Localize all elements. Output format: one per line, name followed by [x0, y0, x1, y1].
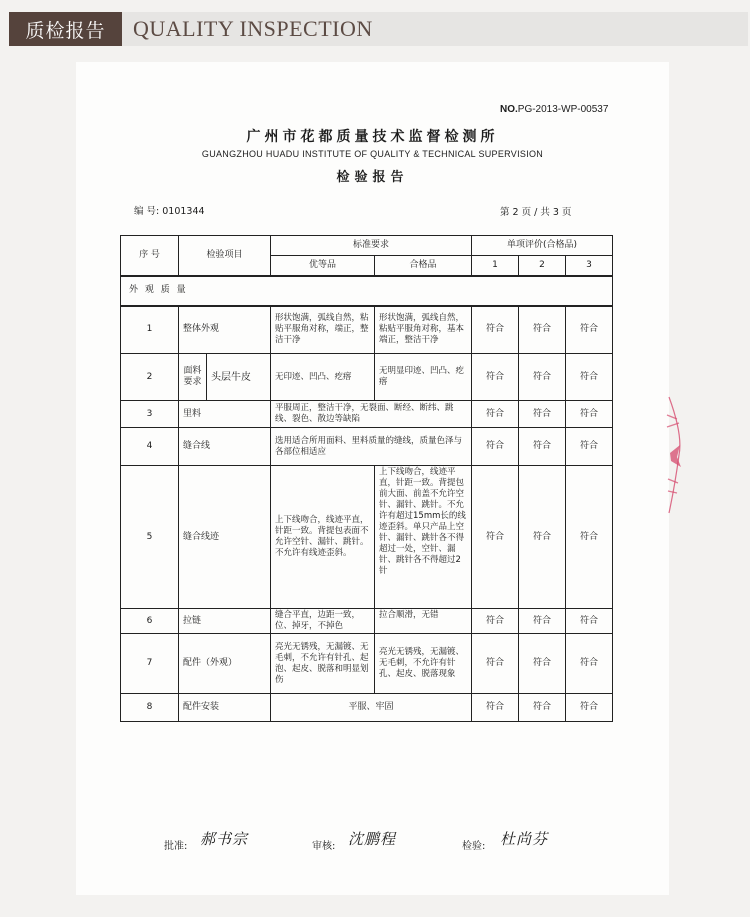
row-result-2: 符合 — [519, 609, 566, 634]
row-premium: 无印迹、凹凸、疙瘩 — [271, 354, 375, 401]
header-seq: 序 号 — [121, 236, 179, 276]
inspect-label: 检验: — [462, 841, 486, 852]
table-row — [121, 401, 613, 428]
header-eval-3: 3 — [566, 256, 613, 276]
row-item: 头层牛皮 — [207, 354, 271, 401]
institute-name-cn: 广州市花都质量技术监督检测所 — [246, 129, 499, 145]
banner-title-en: QUALITY INSPECTION — [122, 12, 748, 46]
row-result-1: 符合 — [472, 634, 519, 694]
row-item: 缝合线迹 — [179, 466, 271, 609]
row-result-2: 符合 — [519, 634, 566, 694]
row-result-1: 符合 — [472, 354, 519, 401]
row-result-3: 符合 — [566, 609, 613, 634]
row-result-1: 符合 — [472, 609, 519, 634]
row-result-3: 符合 — [566, 634, 613, 694]
table-row — [121, 354, 613, 401]
row-result-1: 符合 — [472, 306, 519, 354]
row-item: 配件（外观） — [179, 634, 271, 694]
row-item: 配件安装 — [179, 694, 271, 722]
header-eval-2: 2 — [519, 256, 566, 276]
report-number — [500, 104, 608, 115]
approve-signature: 郝书宗 — [200, 830, 249, 848]
row-result-2: 符合 — [519, 694, 566, 722]
table-row — [121, 694, 613, 722]
row-premium: 缝合平直，边距一致，位、掉牙，不掉色 — [271, 609, 375, 634]
review-signature: 沈鹏程 — [348, 830, 397, 848]
banner — [0, 0, 750, 56]
report-paper — [76, 62, 669, 895]
row-item: 拉链 — [179, 609, 271, 634]
inspect-signature: 杜尚芬 — [500, 830, 549, 848]
row-result-1: 符合 — [472, 428, 519, 466]
row-result-3: 符合 — [566, 401, 613, 428]
row-no: 3 — [121, 401, 179, 428]
table-row — [121, 428, 613, 466]
stamp-fragment — [665, 395, 685, 515]
row-standard: 平服、牢固 — [271, 694, 472, 722]
header-item: 检验项目 — [179, 236, 271, 276]
row-item-group: 面料要求 — [179, 354, 207, 401]
report-number-label: NO. — [500, 104, 518, 115]
table-row — [121, 634, 613, 694]
row-result-3: 符合 — [566, 306, 613, 354]
row-qualified: 上下线吻合，线迹平直，针距一致。背提包前大面、前盖不允许空针、漏针、跳针。不允许有超过15mm长的线迹歪斜。单只产品上空针、漏针、跳针各不得超过一处，空针、漏针、跳针各不得超过2针 — [375, 466, 472, 609]
header-eval-1: 1 — [472, 256, 519, 276]
row-standard: 选用适合所用面料、里料质量的缝线，质量色泽与各部位相适应 — [271, 428, 472, 466]
table-row — [121, 466, 613, 609]
row-item: 缝合线 — [179, 428, 271, 466]
approve-label: 批准: — [164, 841, 188, 852]
row-qualified: 亮光无锈残，无漏镀、无毛刺，不允许有针孔、起皮、脱落现象 — [375, 634, 472, 694]
row-result-2: 符合 — [519, 466, 566, 609]
section-appearance: 外 观 质 量 — [121, 276, 613, 306]
row-result-2: 符合 — [519, 428, 566, 466]
row-qualified: 形状饱满，弧线自然，粘贴平服角对称，基本端正，整洁干净 — [375, 306, 472, 354]
row-no: 4 — [121, 428, 179, 466]
row-premium: 形状饱满，弧线自然，粘贴平服角对称，端正，整洁干净 — [271, 306, 375, 354]
page-indicator: 第 2 页 / 共 3 页 — [500, 207, 572, 218]
serial-number: 编 号: 0101344 — [134, 206, 205, 217]
report-number-value: PG-2013-WP-00537 — [517, 104, 609, 115]
inspection-table — [120, 235, 613, 722]
row-premium: 亮光无锈残，无漏镀、无毛刺，不允许有针孔、起泡、起皮、脱落和明显划伤 — [271, 634, 375, 694]
row-no: 2 — [121, 354, 179, 401]
row-result-2: 符合 — [519, 401, 566, 428]
row-no: 7 — [121, 634, 179, 694]
row-item: 整体外观 — [179, 306, 271, 354]
row-qualified: 无明显印迹、凹凸、疙瘩 — [375, 354, 472, 401]
institute-name-en: GUANGZHOU HUADU INSTITUTE OF QUALITY & TECHNICAL SUPERVISION — [201, 149, 544, 159]
signature-row — [164, 828, 624, 868]
header-qualified: 合格品 — [375, 256, 472, 276]
header-premium: 优等品 — [271, 256, 375, 276]
table-row — [121, 609, 613, 634]
row-no: 5 — [121, 466, 179, 609]
row-result-3: 符合 — [566, 694, 613, 722]
row-no: 8 — [121, 694, 179, 722]
row-qualified: 拉合顺滑，无错 — [375, 609, 472, 634]
header-standard: 标准要求 — [271, 236, 472, 256]
row-result-3: 符合 — [566, 354, 613, 401]
row-result-1: 符合 — [472, 466, 519, 609]
row-result-1: 符合 — [472, 694, 519, 722]
row-result-3: 符合 — [566, 428, 613, 466]
row-result-2: 符合 — [519, 306, 566, 354]
row-no: 1 — [121, 306, 179, 354]
row-result-1: 符合 — [472, 401, 519, 428]
table-row — [121, 306, 613, 354]
review-label: 审核: — [312, 841, 336, 852]
row-no: 6 — [121, 609, 179, 634]
row-result-3: 符合 — [566, 466, 613, 609]
report-title: 检验报告 — [336, 170, 409, 185]
row-result-2: 符合 — [519, 354, 566, 401]
row-item: 里料 — [179, 401, 271, 428]
banner-title-cn: 质检报告 — [9, 12, 122, 46]
row-premium: 上下线吻合，线迹平直，针距一致。背提包表面不允许空针、漏针、跳针。不允许有线迹歪斜。 — [271, 466, 375, 609]
header-evaluation: 单项评价(合格品) — [472, 236, 613, 256]
row-standard: 平服周正，整洁干净，无裂面、断经、断纬、跳线、裂色、散边等缺陷 — [271, 401, 472, 428]
